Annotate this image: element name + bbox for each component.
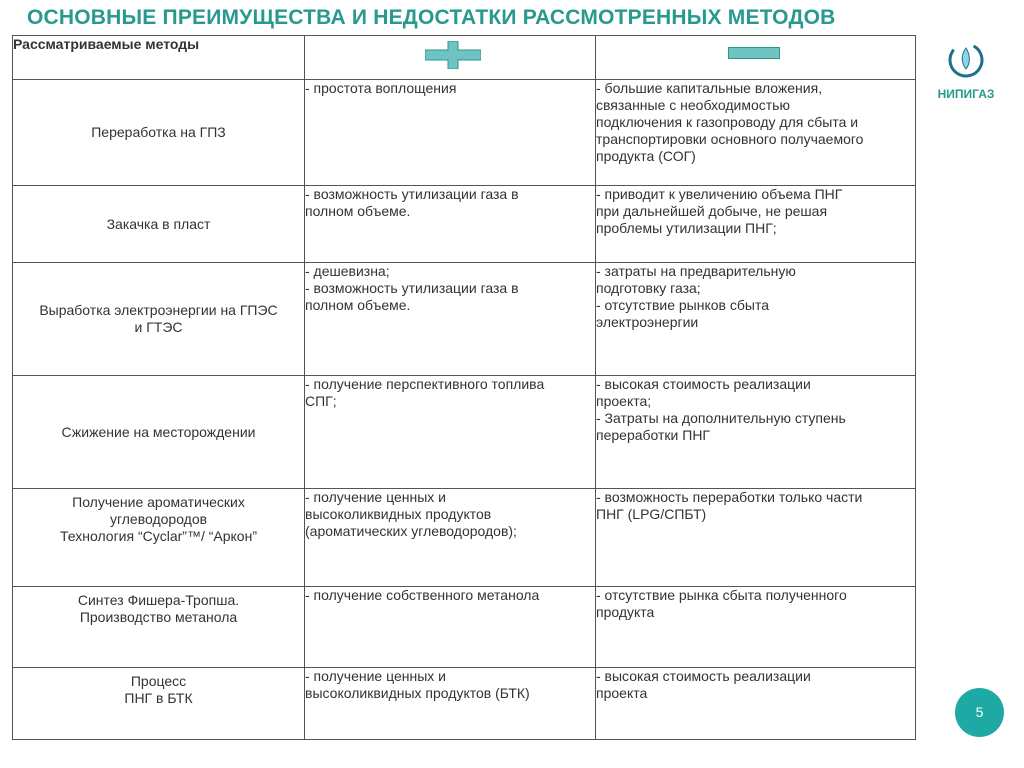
disadvantages-line: - высокая стоимость реализации	[596, 668, 811, 684]
disadvantages-line: - отсутствие рынков сбыта	[596, 297, 769, 313]
table-header-row	[13, 36, 916, 80]
disadvantages-cell	[596, 668, 916, 740]
plus-icon	[425, 41, 481, 69]
method-line: ПНГ в БТК	[124, 690, 193, 706]
advantages-cell	[305, 376, 596, 489]
disadvantages-line: при дальнейшей добыче, не решая	[596, 203, 828, 219]
advantages-line: - возможность утилизации газа в	[305, 280, 519, 296]
disadvantages-cell	[596, 587, 916, 668]
disadvantages-line: ПНГ (LPG/СПБТ)	[596, 506, 707, 522]
table-row	[13, 489, 916, 587]
disadvantages-line: - высокая стоимость реализации	[596, 376, 811, 392]
table-row	[13, 263, 916, 376]
method-line: Получение ароматических	[72, 494, 245, 510]
method-cell	[13, 80, 305, 186]
disadvantages-line: - Затраты на дополнительную ступень	[596, 410, 846, 426]
advantages-line: - получение ценных и	[305, 668, 446, 684]
disadvantages-line: - возможность переработки только части	[596, 489, 863, 505]
header-advantages	[305, 36, 596, 80]
company-logo	[926, 36, 1006, 106]
method-line: Технология “Cyclar”™/ “Аркон”	[60, 528, 257, 544]
advantages-line: - дешевизна;	[305, 263, 390, 279]
advantages-line: - возможность утилизации газа в	[305, 186, 519, 202]
method-cell	[13, 186, 305, 263]
advantages-cell	[305, 186, 596, 263]
disadvantages-line: проекта;	[596, 393, 652, 409]
advantages-line: - получение ценных и	[305, 489, 446, 505]
advantages-line: полном объеме.	[305, 203, 411, 219]
table-row	[13, 376, 916, 489]
disadvantages-cell	[596, 186, 916, 263]
advantages-line: - получение перспективного топлива	[305, 376, 545, 392]
methods-table	[12, 35, 916, 740]
method-cell	[13, 376, 305, 489]
logo-text: НИПИГАЗ	[937, 87, 995, 101]
page-number-badge: 5	[955, 688, 1004, 737]
method-line: Производство метанола	[79, 609, 238, 625]
table-row	[13, 80, 916, 186]
method-cell	[13, 489, 305, 587]
advantages-cell	[305, 668, 596, 740]
advantages-line: СПГ;	[305, 393, 337, 409]
method-line: Закачка в пласт	[106, 215, 211, 232]
disadvantages-line: переработки ПНГ	[596, 427, 711, 443]
minus-icon	[728, 47, 780, 59]
disadvantages-line: - приводит к увеличению объема ПНГ	[596, 186, 843, 202]
disadvantages-cell	[596, 80, 916, 186]
method-line: углеводородов	[109, 511, 208, 527]
header-methods: Рассматриваемые методы	[13, 36, 305, 80]
advantages-cell	[305, 80, 596, 186]
advantages-line: - получение собственного метанола	[305, 587, 540, 603]
page-title: ОСНОВНЫЕ ПРЕИМУЩЕСТВА И НЕДОСТАТКИ РАССМОТРЕННЫХ МЕТОДОВ	[27, 6, 836, 29]
advantages-line: (ароматических углеводородов);	[305, 523, 517, 539]
method-cell	[13, 668, 305, 740]
disadvantages-line: подготовку газа;	[596, 280, 701, 296]
advantages-line: полном объеме.	[305, 297, 411, 313]
disadvantages-cell	[596, 376, 916, 489]
advantages-cell	[305, 489, 596, 587]
method-line: Процесс	[130, 673, 187, 689]
disadvantages-cell	[596, 489, 916, 587]
disadvantages-line: продукта (СОГ)	[596, 148, 696, 164]
method-line: Синтез Фишера-Тропша.	[77, 592, 240, 608]
disadvantages-line: подключения к газопроводу для сбыта и	[596, 114, 859, 130]
header-disadvantages	[596, 36, 916, 80]
disadvantages-line: проблемы утилизации ПНГ;	[596, 220, 777, 236]
method-line: Сжижение на месторождении	[61, 423, 256, 440]
disadvantages-cell	[596, 263, 916, 376]
advantages-line: - простота воплощения	[305, 80, 457, 96]
disadvantages-line: проекта	[596, 685, 648, 701]
advantages-line: высоколиквидных продуктов	[305, 506, 492, 522]
disadvantages-line: связанные с необходимостью	[596, 97, 790, 113]
flame-icon	[926, 36, 1006, 86]
method-line: Переработка на ГПЗ	[91, 124, 226, 140]
disadvantages-line: - большие капитальные вложения,	[596, 80, 823, 96]
disadvantages-line: - затраты на предварительную	[596, 263, 796, 279]
advantages-line: высоколиквидных продуктов (БТК)	[305, 685, 530, 701]
table-row	[13, 186, 916, 263]
disadvantages-line: продукта	[596, 604, 655, 620]
advantages-cell	[305, 587, 596, 668]
table-row	[13, 587, 916, 668]
table-row	[13, 668, 916, 740]
disadvantages-line: электроэнергии	[596, 314, 699, 330]
method-cell	[13, 587, 305, 668]
method-line: Выработка электроэнергии на ГПЭС	[39, 302, 278, 318]
method-line: и ГТЭС	[134, 319, 183, 335]
method-cell	[13, 263, 305, 376]
disadvantages-line: - отсутствие рынка сбыта полученного	[596, 587, 847, 603]
disadvantages-line: транспортировки основного получаемого	[596, 131, 864, 147]
advantages-cell	[305, 263, 596, 376]
